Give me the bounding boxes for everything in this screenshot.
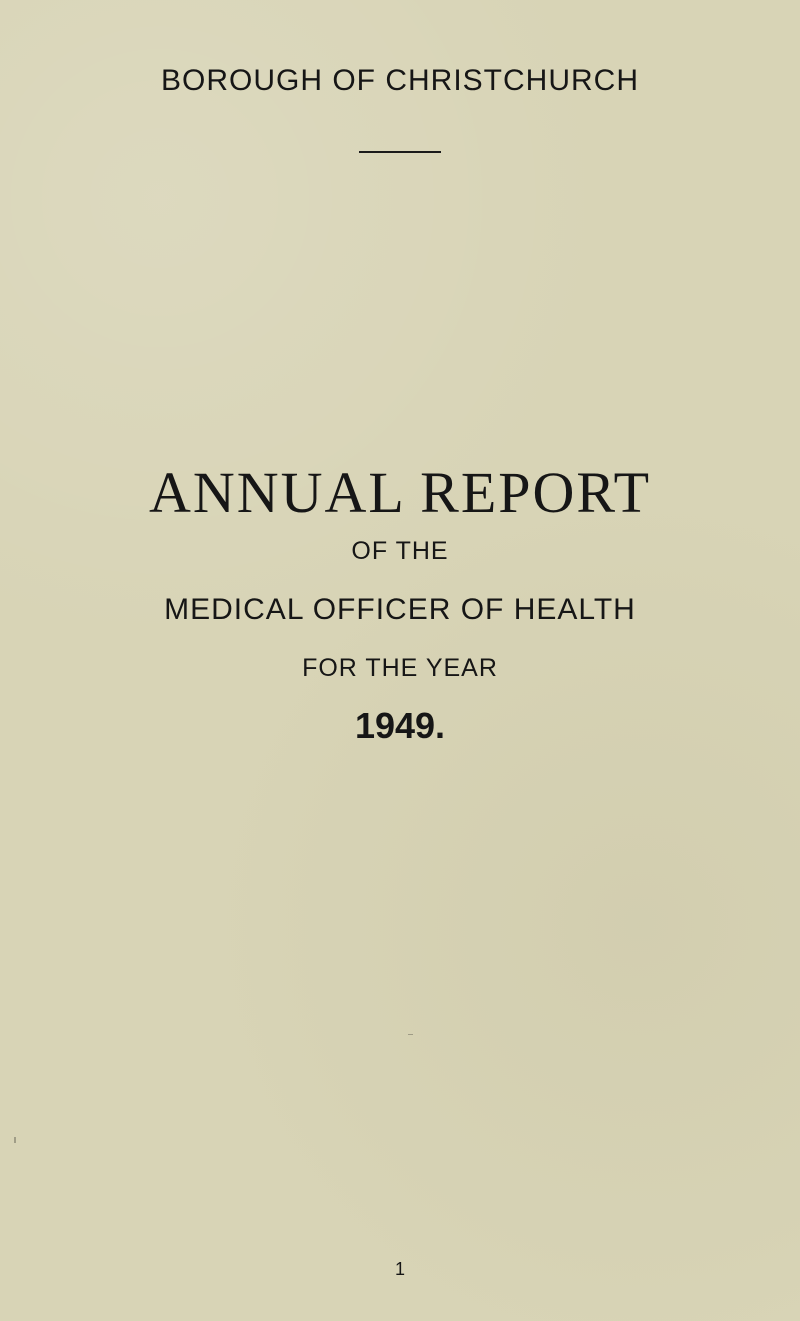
scan-speck-mid [408,1034,413,1035]
borough-heading: BOROUGH OF CHRISTCHURCH [161,64,639,97]
scan-speck-left [14,1137,16,1143]
subtitle-for-the-year: FOR THE YEAR [302,654,498,682]
page-number: 1 [394,1259,405,1279]
subtitle-of-the: OF THE [351,537,449,565]
title-rule [359,151,441,153]
subtitle-medical-officer: MEDICAL OFFICER OF HEALTH [164,593,636,626]
report-title: ANNUAL REPORT [148,460,652,525]
report-year: 1949. [354,705,446,746]
